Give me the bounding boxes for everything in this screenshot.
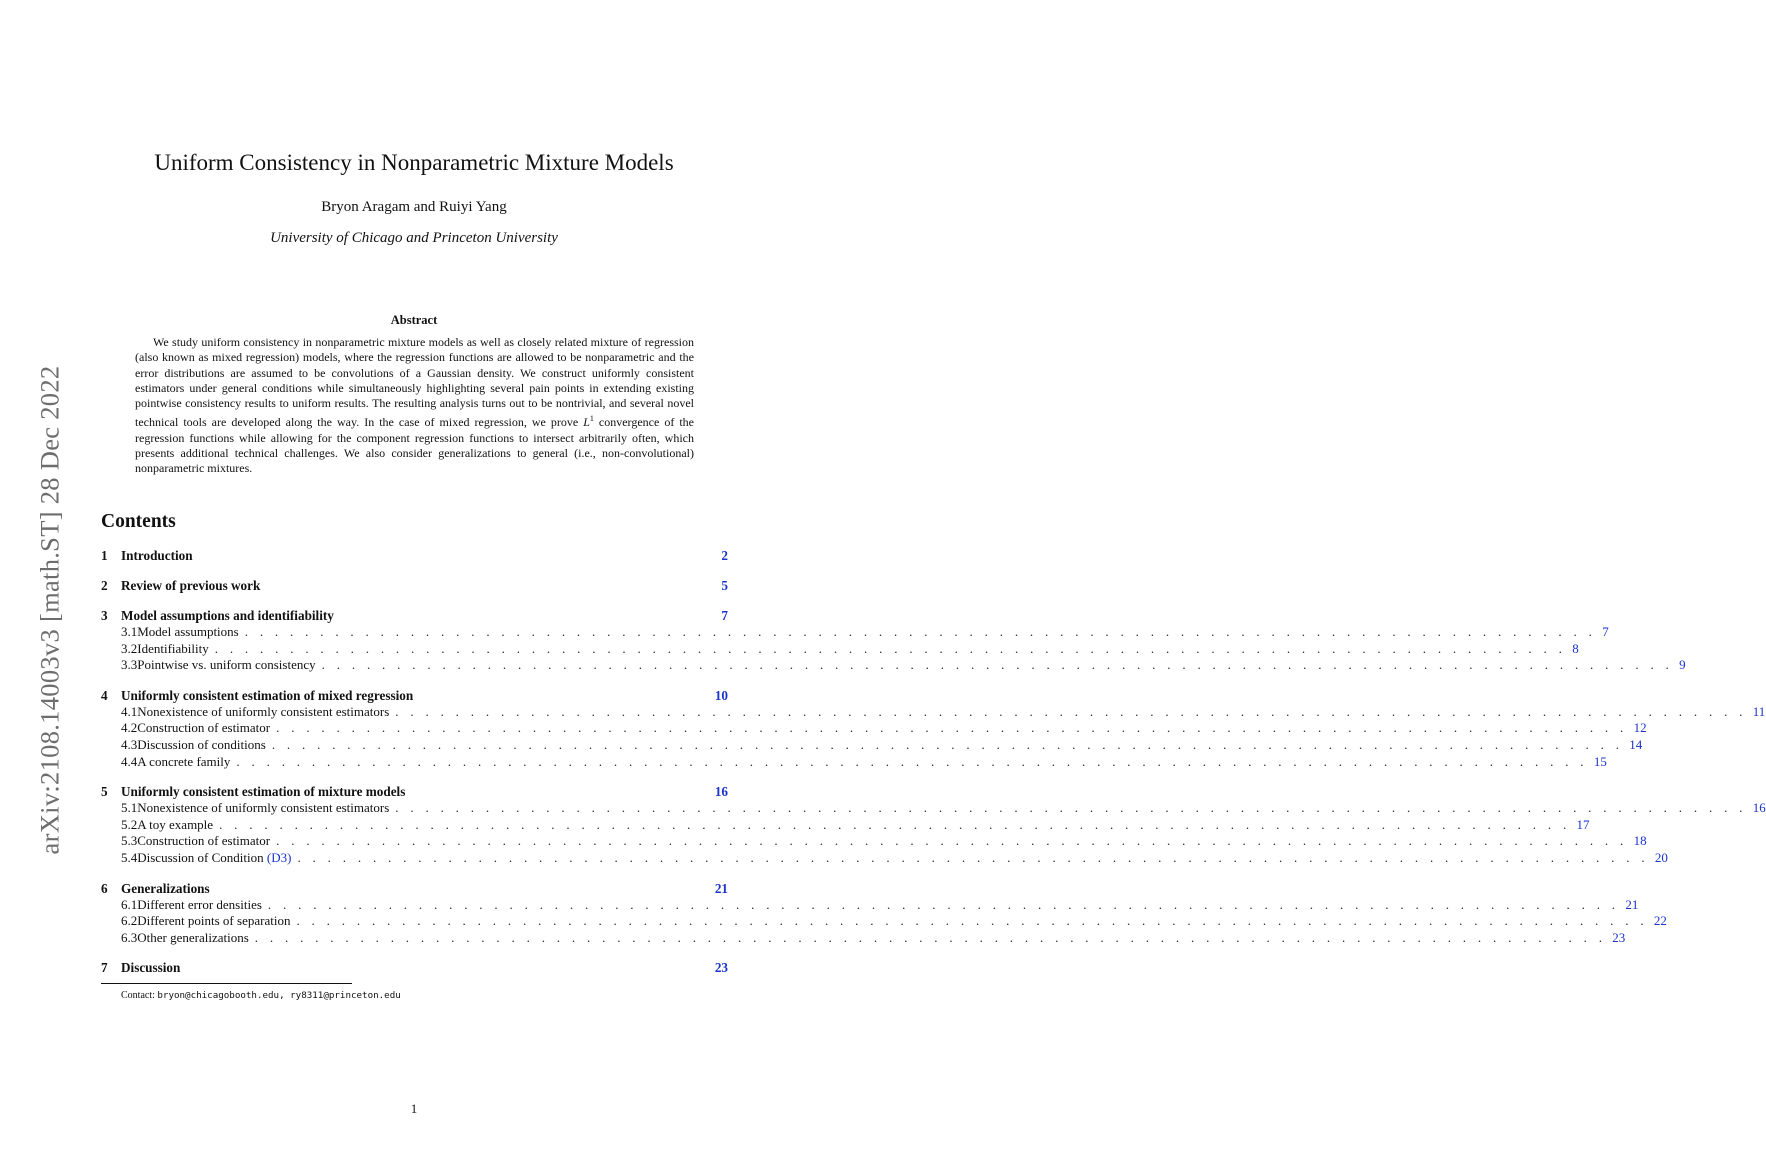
toc-subsection-title[interactable] (137, 657, 315, 674)
toc-subsection-number: 4.4 (121, 753, 138, 769)
toc-subsection-title[interactable] (137, 913, 290, 930)
footnote-label: Contact: (121, 990, 158, 1001)
toc-section-title[interactable]: Uniformly consistent estimation of mixture models (121, 784, 406, 800)
toc-subsection-title-text: Identifiability (137, 640, 209, 656)
toc-subsection-number: 5.4 (121, 849, 138, 865)
toc-subsection-number: 5.2 (121, 816, 138, 832)
toc-section-page-link[interactable]: 7 (721, 608, 728, 623)
toc-subsection-title[interactable] (137, 930, 249, 947)
leader-dots: . . . . . . . . . . . . . . . . . . . . . . . . . . . . . . . . . . . . . . . . . . . . . . . . . . . . . . . . . . . . . . . . . . . . . . . . . . . . . . . . . . . . . . . . . . (267, 896, 1620, 912)
condition-reference-link[interactable]: (D3) (266, 849, 292, 865)
leader-dots: . . . . . . . . . . . . . . . . . . . . . . . . . . . . . . . . . . . . . . . . . . . . . . . . . . . . . . . . . . . . . . . . . . . . . . . . . . . . . . . . . . . . . . . . . . (271, 736, 1624, 752)
toc-subsection-page-link[interactable]: 22 (1653, 913, 1667, 929)
toc-section-page-link[interactable]: 23 (714, 960, 728, 976)
toc-section-title[interactable]: Generalizations (121, 880, 210, 896)
toc-section-page-link[interactable]: 2 (721, 548, 728, 563)
toc-subsection-title-text: Nonexistence of uniformly consistent estimators (137, 800, 390, 816)
leader-dots: . . . . . . . . . . . . . . . . . . . . . . . . . . . . . . . . . . . . . . . . . . . . . . . . . . . . . . . . . . . . . . . . . . . . . . . . . . . . . . . . . . . . . . . . . . (321, 657, 1674, 673)
abstract-body (135, 335, 694, 477)
toc-subsection-page-link[interactable]: 21 (1625, 896, 1639, 912)
toc-subsection-page-link[interactable]: 23 (1612, 929, 1626, 945)
toc-subsection-title[interactable] (137, 737, 266, 754)
toc-subsection-page-link[interactable]: 20 (1654, 849, 1668, 865)
leader-dots: . . . . . . . . . . . . . . . . . . . . . . . . . . . . . . . . . . . . . . . . . . . . . . . . . . . . . . . . . . . . . . . . . . . . . . . . . . . . . . . . . . . . . . . . . . (214, 640, 1567, 656)
toc-section-title[interactable]: Introduction (121, 548, 193, 563)
toc-subsection-3.1[interactable] (101, 624, 1609, 641)
toc-subsection-title[interactable] (137, 754, 230, 771)
toc-subsection-number: 6.3 (121, 929, 138, 945)
table-of-contents (101, 547, 1766, 976)
toc-subsection-page-link[interactable]: 14 (1629, 736, 1643, 752)
toc-subsection-title-text: Other generalizations (137, 929, 249, 945)
toc-subsection-5.1[interactable] (101, 800, 1766, 817)
toc-subsection-number: 4.3 (121, 736, 138, 752)
abstract-text-2: convergence of the regression functions while allowing for the component regression functions to intersect arbitrarily often, which presents additional technical challenges. We also consider generalizations to general (i.e., non-convolutional) nonparametric mixtures. (135, 415, 694, 476)
toc-subsection-title-text: Different points of separation (137, 913, 291, 929)
toc-subsection-4.4[interactable] (101, 753, 1607, 771)
toc-section-number: 4 (101, 687, 108, 703)
leader-dots: . . . . . . . . . . . . . . . . . . . . . . . . . . . . . . . . . . . . . . . . . . . . . . . . . . . . . . . . . . . . . . . . . . . . . . . . . . . . . . . . . . . . . . . . . . (254, 929, 1607, 945)
toc-subsection-number: 3.2 (121, 640, 138, 656)
toc-subsection-6.3[interactable] (101, 929, 1626, 947)
toc-subsection-number: 6.2 (121, 913, 138, 929)
toc-subsection-title[interactable] (137, 833, 270, 850)
toc-section-6[interactable] (101, 880, 728, 897)
toc-subsection-title-text: Pointwise vs. uniform consistency (137, 657, 316, 673)
toc-subsection-page-link[interactable]: 17 (1576, 816, 1590, 832)
toc-subsection-number: 4.1 (121, 703, 138, 719)
toc-section-number: 6 (101, 880, 108, 896)
toc-section-7[interactable] (101, 959, 728, 976)
toc-subsection-title[interactable] (137, 720, 270, 737)
toc-subsection-5.3[interactable] (101, 833, 1647, 850)
toc-subsection-page-link[interactable]: 15 (1593, 753, 1607, 769)
leader-dots: . . . . . . . . . . . . . . . . . . . . . . . . . . . . . . . . . . . . . . . . . . . . . . . . . . . . . . . . . . . . . . . . . . . . . . . . . . . . . . . . . . . . . . . . . . (244, 624, 1597, 639)
toc-subsection-page-link[interactable]: 7 (1602, 624, 1609, 639)
toc-subsection-title-text: Discussion of conditions (137, 736, 266, 752)
toc-subsection-3.3[interactable] (101, 657, 1686, 674)
toc-section-2[interactable] (101, 577, 728, 594)
toc-section-page-link[interactable]: 10 (714, 687, 728, 703)
toc-section-5[interactable] (101, 783, 728, 800)
toc-subsection-page-link[interactable]: 9 (1679, 657, 1686, 673)
toc-section-title[interactable]: Uniformly consistent estimation of mixed regression (121, 687, 414, 703)
toc-subsection-title-text: Discussion of Condition (137, 849, 267, 865)
math-l: L (583, 415, 590, 430)
toc-section-page-link[interactable]: 21 (714, 880, 728, 896)
toc-subsection-number: 5.3 (121, 833, 138, 849)
toc-section-4[interactable] (101, 687, 728, 704)
abstract-heading: Abstract (390, 313, 438, 327)
leader-dots: . . . . . . . . . . . . . . . . . . . . . . . . . . . . . . . . . . . . . . . . . . . . . . . . . . . . . . . . . . . . . . . . . . . . . . . . . . . . . . . . . . . . . . . . . . (395, 703, 1747, 719)
toc-section-title[interactable]: Discussion (121, 960, 181, 976)
toc-subsection-title[interactable] (137, 850, 291, 867)
toc-section-number: 5 (101, 784, 108, 800)
toc-subsection-title[interactable] (137, 800, 389, 817)
math-superscript: 1 (589, 414, 594, 424)
toc-subsection-page-link[interactable]: 18 (1633, 833, 1647, 849)
toc-subsection-title-text: Nonexistence of uniformly consistent estimators (137, 703, 390, 719)
toc-subsection-page-link[interactable]: 11 (1752, 703, 1766, 719)
toc-subsection-title-text: Construction of estimator (137, 833, 271, 849)
toc-subsection-title[interactable] (137, 704, 389, 721)
toc-subsection-title-text: Model assumptions (137, 624, 239, 639)
leader-dots: . . . . . . . . . . . . . . . . . . . . . . . . . . . . . . . . . . . . . . . . . . . . . . . . . . . . . . . . . . . . . . . . . . . . . . . . . . . . . . . . . . . . . . . . . . (296, 913, 1648, 929)
toc-section-page-link[interactable]: 5 (721, 578, 728, 593)
footnote (121, 990, 401, 1001)
toc-subsection-page-link[interactable]: 8 (1572, 640, 1579, 656)
toc-subsection-number: 5.1 (121, 800, 138, 816)
leader-dots: . . . . . . . . . . . . . . . . . . . . . . . . . . . . . . . . . . . . . . . . . . . . . . . . . . . . . . . . . . . . . . . . . . . . . . . . . . . . . . . . . . . . . . . . . . (297, 849, 1649, 865)
leader-dots: . . . . . . . . . . . . . . . . . . . . . . . . . . . . . . . . . . . . . . . . . . . . . . . . . . . . . . . . . . . . . . . . . . . . . . . . . . . . . . . . . . . . . . . . . . (236, 753, 1588, 769)
toc-section-number: 1 (101, 548, 108, 563)
leader-dots: . . . . . . . . . . . . . . . . . . . . . . . . . . . . . . . . . . . . . . . . . . . . . . . . . . . . . . . . . . . . . . . . . . . . . . . . . . . . . . . . . . . . . . . . . . (395, 800, 1747, 816)
footnote-emails[interactable]: bryon@chicagobooth.edu, ry8311@princeton.edu (157, 990, 401, 1001)
toc-subsection-title-text: A toy example (137, 816, 214, 832)
toc-subsection-number: 4.2 (121, 720, 138, 736)
toc-subsection-4.1[interactable] (101, 703, 1766, 721)
paper-title: Uniform Consistency in Nonparametric Mixture Models (154, 150, 674, 175)
toc-section-number: 7 (101, 960, 108, 976)
toc-subsection-title[interactable] (137, 817, 213, 834)
authors: Bryon Aragam and Ruiyi Yang (321, 199, 507, 215)
toc-subsection-5.4[interactable] (101, 849, 1668, 867)
toc-section-title[interactable]: Review of previous work (121, 578, 261, 593)
toc-subsection-title[interactable] (137, 641, 208, 658)
leader-dots: . . . . . . . . . . . . . . . . . . . . . . . . . . . . . . . . . . . . . . . . . . . . . . . . . . . . . . . . . . . . . . . . . . . . . . . . . . . . . . . . . . . . . . . . . . (219, 816, 1571, 832)
toc-subsection-title[interactable] (137, 624, 238, 641)
toc-subsection-4.3[interactable] (101, 736, 1643, 754)
footnote-rule (101, 983, 352, 984)
toc-subsection-title[interactable] (137, 897, 262, 914)
toc-subsection-title-text: A concrete family (137, 753, 231, 769)
affiliation: University of Chicago and Princeton University (270, 230, 558, 246)
toc-subsection-4.2[interactable] (101, 720, 1647, 737)
toc-subsection-title-text: Different error densities (137, 896, 262, 912)
toc-subsection-5.2[interactable] (101, 816, 1590, 834)
toc-section-title[interactable]: Model assumptions and identifiability (121, 608, 334, 623)
toc-section-number: 2 (101, 578, 108, 593)
toc-subsection-6.1[interactable] (101, 896, 1639, 914)
leader-dots: . . . . . . . . . . . . . . . . . . . . . . . . . . . . . . . . . . . . . . . . . . . . . . . . . . . . . . . . . . . . . . . . . . . . . . . . . . . . . . . . . . . . . . . . . . (276, 720, 1628, 736)
toc-subsection-number: 6.1 (121, 896, 138, 912)
toc-subsection-3.2[interactable] (101, 640, 1579, 658)
toc-subsection-title-text: Construction of estimator (137, 720, 271, 736)
toc-section-3[interactable] (101, 607, 728, 624)
toc-subsection-6.2[interactable] (101, 913, 1667, 930)
toc-subsection-number: 3.3 (121, 657, 138, 673)
contents-heading: Contents (101, 511, 176, 532)
toc-subsection-number: 3.1 (121, 624, 138, 639)
leader-dots: . . . . . . . . . . . . . . . . . . . . . . . . . . . . . . . . . . . . . . . . . . . . . . . . . . . . . . . . . . . . . . . . . . . . . . . . . . . . . . . . . . . . . . . . . . (276, 833, 1628, 849)
abstract-text-1: We study uniform consistency in nonparametric mixture models as well as closely related mixture of regression (also known as mixed regression) models, where the regression functions are allowed to be nonparametric and the error distributions are assumed to be convolutions of a Gaussian density. We construct uniformly consistent estimators under general conditions while simultaneously highlighting several pain points in extending existing pointwise consistency results to uniform results. The resulting analysis turns out to be nontrivial, and several novel technical tools are developed along the way. In the case of mixed regression, we prove (135, 335, 694, 430)
toc-subsection-page-link[interactable]: 16 (1752, 800, 1766, 816)
toc-section-number: 3 (101, 608, 108, 623)
page-number: 1 (410, 1101, 418, 1116)
toc-section-1[interactable] (101, 547, 728, 564)
toc-subsection-page-link[interactable]: 12 (1633, 720, 1647, 736)
arxiv-side-stamp: arXiv:2108.14003v3 [math.ST] 28 Dec 2022 (34, 365, 65, 855)
toc-section-page-link[interactable]: 16 (714, 784, 728, 800)
